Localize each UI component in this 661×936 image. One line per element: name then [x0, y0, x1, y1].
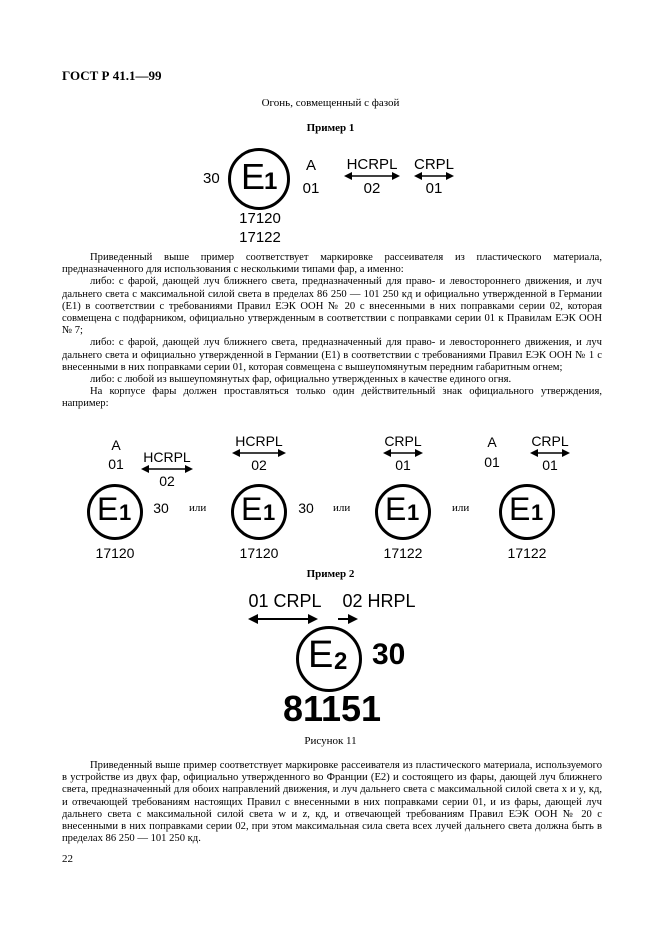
crpl-arrow: [530, 449, 570, 457]
approval-number: 17120: [95, 545, 135, 561]
page-number: 22: [62, 853, 73, 865]
hcrpl-arrow: [141, 465, 193, 473]
approval-number: 81151: [282, 688, 382, 729]
paragraph-2: [62, 760, 602, 845]
ili-separator: или: [333, 502, 351, 514]
a-number: 01: [302, 180, 320, 197]
e-letter: E: [241, 156, 266, 197]
e-number: 1: [531, 500, 544, 525]
side-number: 30: [372, 638, 406, 671]
paragraph-line: либо: с фарой, дающей луч ближнего света, предназначенный для право- и левостороннего движения, и луч дальнего света и официально утвержденной в Германии (E1) в соответствии с требованиями Правил ЕЭК ООН № 1 с внесенными в них поправками серии 01, которая совмещена с вышеупомянутым передним габаритным огнем;: [62, 337, 602, 373]
e-letter: E: [241, 491, 263, 527]
approval-number-2: 17122: [239, 229, 281, 246]
side-number: 30: [153, 500, 169, 516]
hcrpl-arrow: [232, 449, 286, 457]
hcrpl-label: HCRPL: [143, 449, 191, 465]
example1-title: Пример 1: [306, 122, 355, 134]
crpl-arrow: [414, 172, 454, 180]
hcrpl-number: 02: [159, 473, 175, 489]
e-letter: E: [509, 491, 531, 527]
approval-number: 17122: [507, 545, 547, 561]
example1-left-number: 30: [203, 170, 220, 187]
a-label: A: [487, 434, 497, 450]
hcrpl-label: HCRPL: [235, 433, 283, 449]
a-number: 01: [484, 454, 500, 470]
crpl-arrow: [383, 449, 423, 457]
paragraph-1: [62, 252, 602, 411]
ili-separator: или: [452, 502, 470, 514]
hcrpl-number: 02: [251, 457, 267, 473]
paragraph-line: На корпусе фары должен проставляться только один действительный знак официального утверждения, например:: [62, 386, 602, 410]
approval-number: 17122: [383, 545, 423, 561]
e-number: 1: [263, 500, 276, 525]
e-number: 1: [119, 500, 132, 525]
paragraph-line: Приведенный выше пример соответствует маркировке рассеивателя из пластического материала, предназначенного для использования с несколькими типами фар, а именно:: [62, 252, 602, 276]
crpl-number: 01: [395, 457, 411, 473]
hcrpl-arrow: [344, 172, 400, 180]
side-number: 30: [298, 500, 314, 516]
e-number: 1: [264, 168, 278, 195]
figure-caption: Рисунок 11: [304, 735, 357, 747]
crpl-label: CRPL: [531, 433, 569, 449]
paragraph-line: либо: с любой из вышеупомянутых фар, официально утвержденных в качестве единого огня.: [90, 374, 512, 386]
e-letter: E: [308, 634, 334, 676]
e-number: 2: [334, 648, 348, 675]
crpl-label: CRPL: [384, 433, 422, 449]
hrpl-arrow-stub: [338, 614, 358, 624]
e-letter: E: [385, 491, 407, 527]
crpl-number: 01: [542, 457, 558, 473]
e-letter: E: [97, 491, 119, 527]
crpl-number: 01: [425, 180, 443, 197]
paragraph-line: либо: с фарой, дающей луч ближнего света, предназначенный для право- и левостороннего движения, и луч дальнего света с максимальной силой света в пределах 86 250 — 101 250 кд и официально утвержденной в Германии (E1) в соответствии с требованиями Правил ЕЭК ООН № 20 с внесенными в них поправками серии 02, которая совмещена с подфарником, официально утвержденным в соответствии с поправками серии 01 к Правилам ЕЭК ООН № 7;: [62, 276, 602, 337]
e-number: 1: [407, 500, 420, 525]
paragraph-line: Приведенный выше пример соответствует маркировке рассеивателя из пластического материала, используемого в устройстве из двух фар, официально утвержденного во Франции (E2) и состоящего из фары, дающей луч ближнего света, предназначенный для обоих направлений движения, и луч дальнего света с максимальной силой света x и y, кд, и отвечающей требованиям настоящих Правил с внесенными в них поправками серии 01, и из фары, дающей луч дальнего света с максимальной силой света w и z, кд, и отвечающей требованиям Правил ЕЭК ООН № 20 с внесенными в них поправками серии 02, при этом максимальная сила света всех лучей дальнего света должна быть в пределах 86 250 — 101 250 кд.: [62, 760, 602, 845]
hrpl-label: 02 HRPL: [342, 591, 416, 611]
document-header: ГОСТ Р 41.1—99: [62, 68, 162, 83]
approval-number-1: 17120: [239, 210, 281, 227]
ili-separator: или: [189, 502, 207, 514]
a-number: 01: [108, 456, 124, 472]
approval-number: 17120: [239, 545, 279, 561]
example2-title: Пример 2: [306, 568, 355, 580]
hcrpl-number: 02: [363, 180, 381, 197]
crpl-arrow: [248, 614, 318, 624]
crpl-label: CRPL: [413, 156, 454, 173]
crpl-label: 01 CRPL: [248, 591, 322, 611]
a-label: A: [111, 437, 121, 453]
a-label: A: [305, 157, 316, 174]
section-title: Огонь, совмещенный с фазой: [261, 97, 400, 109]
hcrpl-label: HCRPL: [346, 156, 398, 173]
